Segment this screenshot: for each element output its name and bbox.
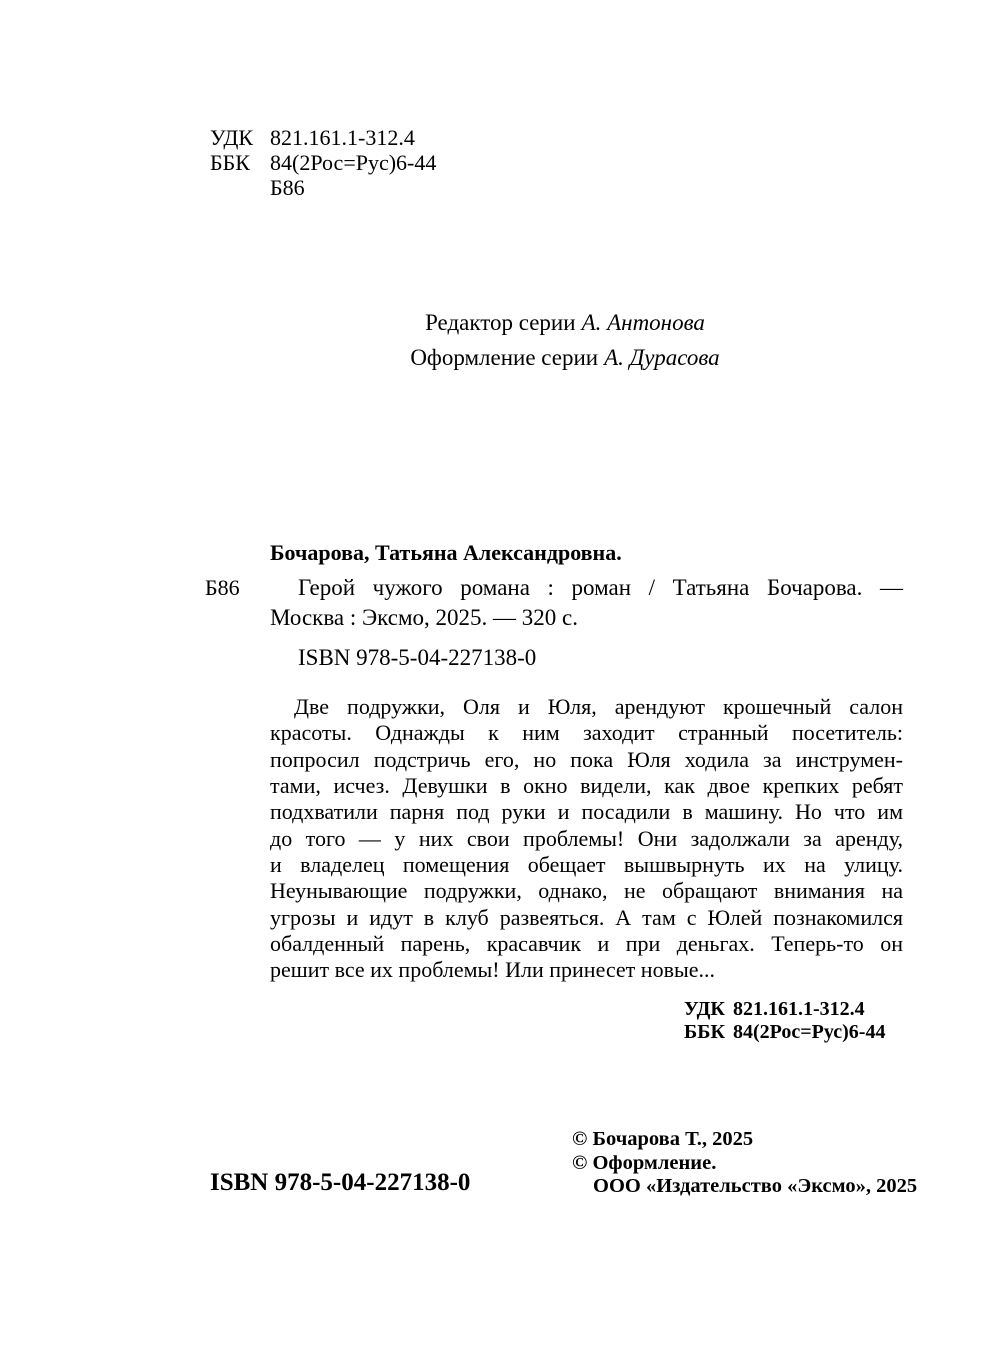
series-editor-line: [270, 305, 860, 340]
annotation-line: красоты. Однажды к ним заходит странный посетитель:: [270, 720, 903, 746]
udk-label: УДК: [210, 125, 254, 150]
bbk-value: 84(2Рос=Рус)6-44: [270, 150, 437, 175]
series-designer-label: Оформление серии: [410, 345, 599, 370]
author-sign-line: [210, 175, 436, 200]
annotation-line: Две подружки, Оля и Юля, арендуют крошечный салон: [294, 694, 903, 719]
annotation-line: Неунывающие подружки, однако, не обращают внимания на: [270, 878, 903, 904]
copyright-design-line: © Оформление.: [572, 1151, 717, 1174]
udk-label-bottom: УДК: [684, 998, 725, 1020]
annotation-paragraph: [270, 694, 903, 984]
series-designer-line: [270, 340, 860, 375]
udk-line-bottom: [684, 998, 885, 1021]
udk-value: 821.161.1-312.4: [270, 125, 415, 150]
annotation-line: и владелец помещения обещает вышвырнуть их на улицу.: [270, 852, 903, 878]
annotation-line: угрозы и идут в клуб развеяться. А там с Юлей познакомился: [270, 904, 903, 930]
author-sign-spacer: [210, 175, 270, 200]
bbk-line: [210, 150, 436, 175]
bib-author-sign: Б86: [205, 575, 240, 600]
bbk-label-bottom: ББК: [684, 1021, 725, 1043]
series-editor-name: А. Антонова: [581, 310, 705, 335]
bottom-classification-codes: [684, 998, 885, 1044]
copyright-publisher-line: ООО «Издательство «Эксмо», 2025: [593, 1175, 918, 1197]
udk-value-bottom: 821.161.1-312.4: [733, 998, 865, 1020]
annotation-line: подхватили парня под руки и посадили в машину. Но что им: [270, 799, 903, 825]
bib-description-line-1: Герой чужого романа : роман / Татьяна Бочарова. —: [298, 575, 903, 600]
annotation-line: попросил подстричь его, но пока Юля ходила за инструмен-: [270, 746, 903, 772]
annotation-line: тами, исчез. Девушки в окно видели, как двое крепких ребят: [270, 773, 903, 799]
series-editor-label: Редактор серии: [425, 310, 576, 335]
bib-author-heading: Бочарова, Татьяна Александровна.: [270, 540, 622, 565]
author-sign: Б86: [270, 175, 305, 200]
annotation-line: обалденный парень, красавчик и при деньгах. Теперь-то он: [270, 931, 903, 957]
bbk-label: ББК: [210, 150, 250, 175]
series-designer-name: А. Дурасова: [604, 345, 720, 370]
bibliographic-record: [205, 538, 903, 673]
udk-line: [210, 125, 436, 150]
top-classification-codes: [210, 125, 436, 200]
annotation-line: решит все их проблемы! Или принесет новые...: [270, 957, 716, 983]
annotation-line: до того — у них свои проблемы! Они задолжали за аренду,: [270, 825, 903, 851]
bib-isbn: ISBN 978-5-04-227138-0: [298, 645, 537, 670]
bbk-line-bottom: [684, 1021, 885, 1044]
bbk-value-bottom: 84(2Рос=Рус)6-44: [733, 1021, 886, 1043]
bib-description-line-2: Москва : Эксмо, 2025. — 320 с.: [270, 605, 578, 630]
footer-isbn: ISBN 978-5-04-227138-0: [210, 1169, 471, 1196]
series-credits: [270, 305, 860, 375]
copyright-block: [572, 1128, 917, 1199]
copyright-author-line: © Бочарова Т., 2025: [572, 1128, 754, 1150]
